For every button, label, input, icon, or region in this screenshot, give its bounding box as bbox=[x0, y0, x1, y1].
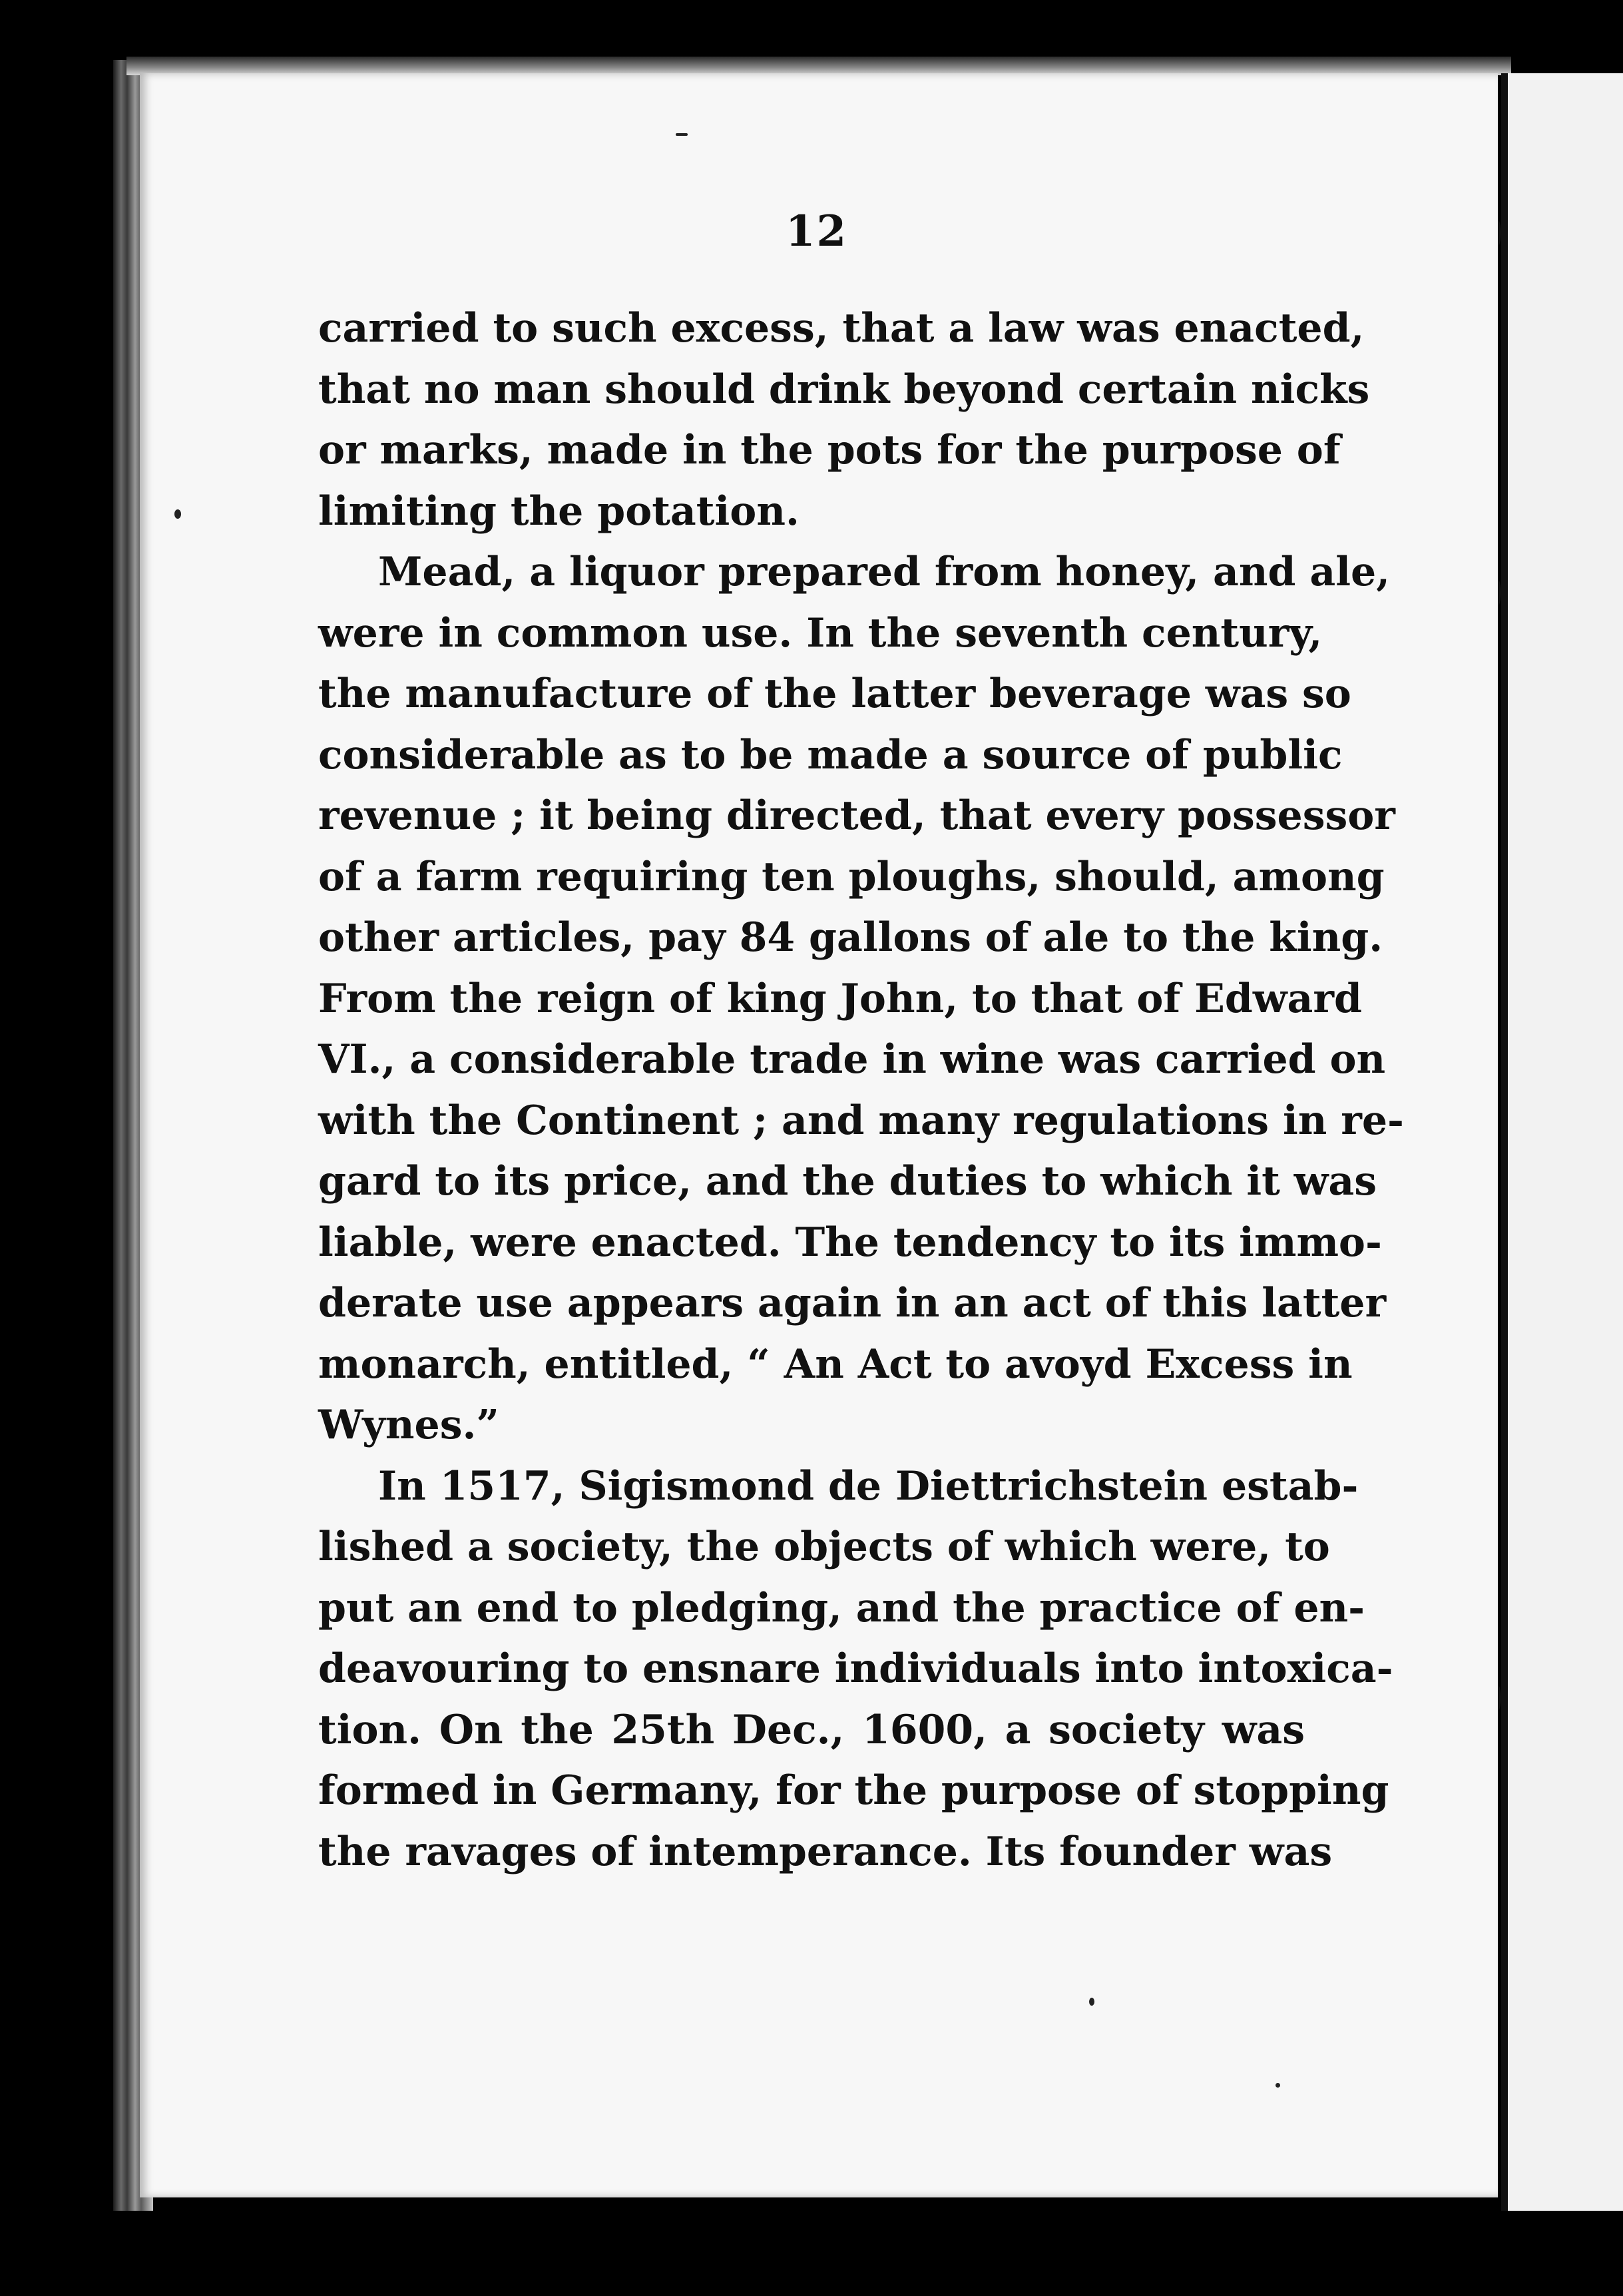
page-top-edge bbox=[126, 57, 1511, 75]
text-line: carried to such excess, that a law was enacted, bbox=[318, 305, 1365, 352]
text-line: lished a society, the objects of which were, to bbox=[318, 1524, 1330, 1570]
text-line: In 1517, Sigismond de Diettrichstein estab- bbox=[378, 1462, 1359, 1510]
text-line: revenue ; it being directed, that every possessor bbox=[318, 792, 1395, 839]
facing-page-edge bbox=[1501, 73, 1623, 2211]
page-number: 12 bbox=[786, 206, 848, 256]
text-line: or marks, made in the pots for the purpose of bbox=[318, 427, 1341, 473]
text-line: liable, were enacted. The tendency to its immo- bbox=[318, 1219, 1382, 1266]
ink-speck bbox=[174, 509, 181, 519]
body-text bbox=[318, 298, 1404, 1882]
text-line: deavouring to ensnare individuals into intoxica- bbox=[318, 1645, 1393, 1692]
text-line: derate use appears again in an act of this latter bbox=[318, 1280, 1387, 1326]
text-line: VI., a considerable trade in wine was carried on bbox=[318, 1036, 1386, 1083]
text-line: put an end to pledging, and the practice of en- bbox=[318, 1584, 1365, 1631]
text-line: gard to its price, and the duties to which it was bbox=[318, 1158, 1377, 1205]
ink-speck bbox=[1089, 1998, 1094, 2006]
text-line: the ravages of intemperance. Its founder was bbox=[318, 1828, 1333, 1875]
text-line: were in common use. In the seventh century, bbox=[318, 609, 1323, 657]
ink-speck bbox=[1275, 2083, 1280, 2088]
text-line: considerable as to be made a source of public bbox=[318, 731, 1343, 778]
text-line: From the reign of king John, to that of Edward bbox=[318, 975, 1362, 1022]
paragraph-3 bbox=[318, 1456, 1393, 1883]
text-line: other articles, pay 84 gallons of ale to the king. bbox=[318, 914, 1383, 961]
text-line: Wynes.” bbox=[318, 1402, 499, 1448]
text-line: formed in Germany, for the purpose of stopping bbox=[318, 1767, 1389, 1814]
text-line: with the Continent ; and many regulations in re- bbox=[318, 1097, 1404, 1144]
text-line: monarch, entitled, “ An Act to avoyd Excess in bbox=[318, 1340, 1353, 1388]
paragraph-1 bbox=[318, 298, 1370, 542]
text-line: tion. On the 25th Dec., 1600, a society was bbox=[318, 1706, 1305, 1753]
text-line: limiting the potation. bbox=[318, 487, 800, 535]
paragraph-2 bbox=[318, 542, 1404, 1456]
text-line: Mead, a liquor prepared from honey, and ale, bbox=[378, 549, 1391, 595]
ink-speck bbox=[676, 133, 688, 136]
text-line: that no man should drink beyond certain nicks bbox=[318, 366, 1370, 413]
text-line: of a farm requiring ten ploughs, should, among bbox=[318, 853, 1385, 900]
text-line: the manufacture of the latter beverage was so bbox=[318, 671, 1351, 717]
